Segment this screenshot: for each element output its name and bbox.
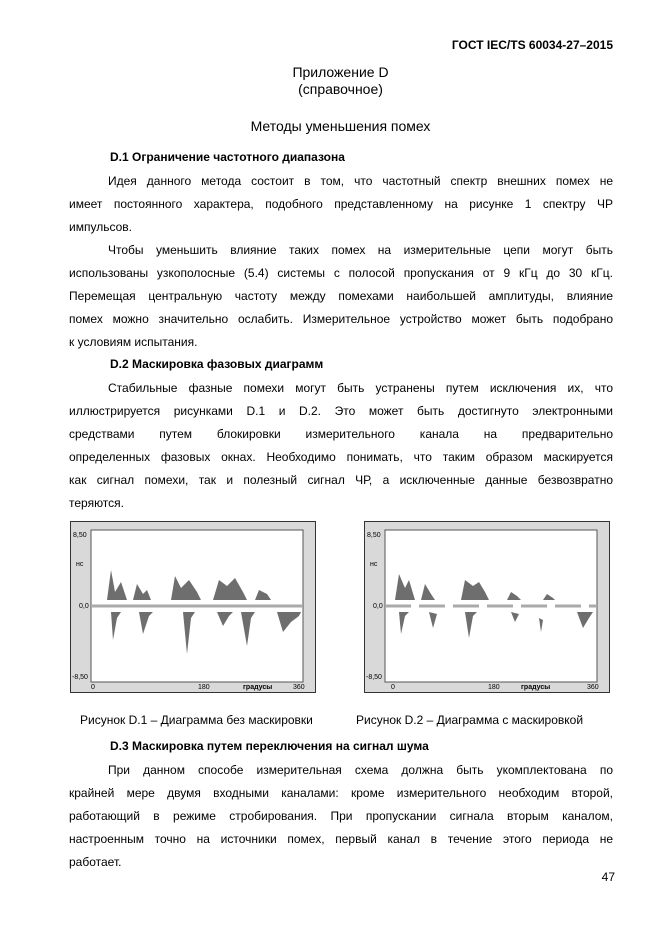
text-line: определенных фазовых окнах. Необходимо понимать, что таким образом маскируется [69, 450, 613, 464]
text-line: теряются. [69, 496, 125, 510]
text-line: помех можно значительно ослабить. Измерительное устройство может быть подобрано [69, 312, 613, 326]
y-unit-label: нс [76, 561, 84, 568]
text-line: крайней мере двумя входными каналами: кроме измерительного необходим второй, [69, 786, 613, 800]
text-line: Чтобы уменьшить влияние таких помех на измерительные цепи могут быть [108, 243, 613, 257]
heading-d3: D.3 Маскировка путем переключения на сигнал шума [110, 739, 429, 753]
x-axis-label: градусы [243, 684, 273, 691]
appendix-subtitle: (справочное) [298, 81, 383, 97]
appendix-heading [0, 64, 661, 98]
figure-d2-caption: Рисунок D.2 – Диаграмма с маскировкой [356, 713, 584, 727]
x-tick-0: 0 [91, 684, 95, 691]
text-line: Идея данного метода состоит в том, что частотный спектр внешних помех не [108, 174, 613, 188]
text-line: настроенным точно на источники помех, первый канал в течение этого периода не [69, 832, 613, 846]
figure-d1-diagram [70, 521, 316, 693]
appendix-title: Приложение D [292, 64, 389, 80]
paragraph-d1-2 [69, 239, 613, 354]
paragraph-d3-1 [69, 759, 613, 874]
heading-d1: D.1 Ограничение частотного диапазона [110, 150, 345, 164]
x-axis-label: градусы [521, 684, 551, 691]
text-line: При данном способе измерительная схема должна быть укомплектована по [108, 763, 613, 777]
x-tick-180: 180 [198, 684, 210, 691]
figure-d2-diagram [364, 521, 610, 693]
text-line: иллюстрируется рисунками D.1 и D.2. Это может быть достигнуто электронными [69, 404, 613, 418]
text-line: к условиям испытания. [69, 335, 198, 349]
text-line: имеет постоянного характера, подобного представленному на рисунке 1 спектру ЧР [69, 197, 613, 211]
figure-d1-caption: Рисунок D.1 – Диаграмма без маскировки [80, 713, 313, 727]
y-tick-bottom: -8,50 [366, 674, 382, 681]
section-title: Методы уменьшения помех [250, 118, 431, 134]
text-line: Стабильные фазные помехи могут быть устранены путем исключения их, что [108, 381, 613, 395]
paragraph-d2-1 [69, 377, 613, 515]
x-tick-0: 0 [391, 684, 395, 691]
text-line: использованы узкополосные (5.4) системы с полосой пропускания от 9 кГц до 30 кГц. [69, 266, 613, 280]
text-line: работающий в режиме стробирования. При пропускании сигнала вторым каналом, [69, 809, 613, 823]
y-tick-top: 8,50 [367, 532, 381, 539]
x-tick-360: 360 [293, 684, 305, 691]
y-unit-label: нс [370, 561, 378, 568]
text-line: импульсов. [69, 220, 132, 234]
text-line: как сигнал помехи, так и полезный сигнал ЧР, а исключенные данные безвозвратно [69, 473, 613, 487]
y-tick-mid: 0,0 [373, 603, 383, 610]
y-tick-mid: 0,0 [79, 603, 89, 610]
x-tick-180: 180 [488, 684, 500, 691]
text-line: средствами путем блокировки измерительного канала на предварительно [69, 427, 613, 441]
page-number: 47 [601, 870, 615, 884]
document-header: ГОСТ IEC/TS 60034-27–2015 [451, 38, 613, 52]
paragraph-d1-1 [69, 170, 613, 239]
y-tick-bottom: -8,50 [72, 674, 88, 681]
heading-d2: D.2 Маскировка фазовых диаграмм [110, 357, 324, 371]
text-line: работает. [69, 855, 122, 869]
y-tick-top: 8,50 [73, 532, 87, 539]
x-tick-360: 360 [587, 684, 599, 691]
text-line: Перемещая центральную частоту между помехами наибольшей амплитуды, влияние [69, 289, 613, 303]
